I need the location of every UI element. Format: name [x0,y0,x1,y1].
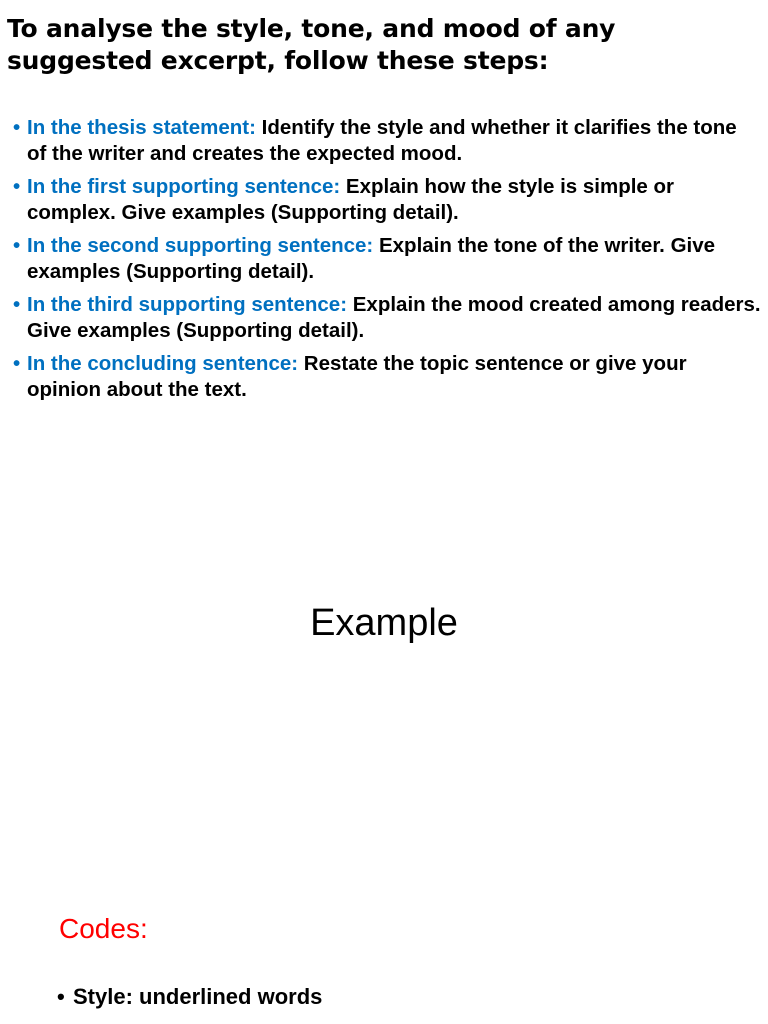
codes-heading: Codes: [59,913,148,944]
step-text: Explain the mood created among readers. Give examples (Supporting detail). [27,293,761,342]
step-first-supporting-sentence [13,174,761,226]
code-item-style [57,980,322,1014]
bullet-marker: • [13,234,21,257]
step-second-supporting-sentence [13,233,761,285]
step-thesis-statement [13,115,761,167]
step-text: Identify the style and whether it clarifies the tone of the writer and creates the expected mood. [27,116,737,165]
step-text: Restate the topic sentence or give your opinion about the text. [27,352,687,401]
bullet-marker: • [13,293,21,316]
step-text: Explain the tone of the writer. Give examples (Supporting detail). [27,234,716,283]
step-label: In the first supporting sentence: [27,175,341,198]
bullet-marker: • [13,175,21,198]
code-item-text: Style: underlined words [73,984,323,1009]
step-label: In the thesis statement: [27,116,256,139]
bullet-marker: • [57,984,65,1009]
example-heading: Example [310,602,458,644]
step-label: In the concluding sentence: [27,352,299,375]
page-title: To analyse the style, tone, and mood of any suggested excerpt, follow these steps: [7,14,616,75]
codes-list [57,980,322,1014]
step-text: Explain how the style is simple or complex. Give examples (Supporting detail). [27,175,675,224]
bullet-marker: • [13,352,21,375]
bullet-marker: • [13,116,21,139]
step-concluding-sentence [13,351,761,403]
steps-list [13,115,761,410]
step-third-supporting-sentence [13,292,761,344]
step-label: In the third supporting sentence: [27,293,348,316]
step-label: In the second supporting sentence: [27,234,374,257]
